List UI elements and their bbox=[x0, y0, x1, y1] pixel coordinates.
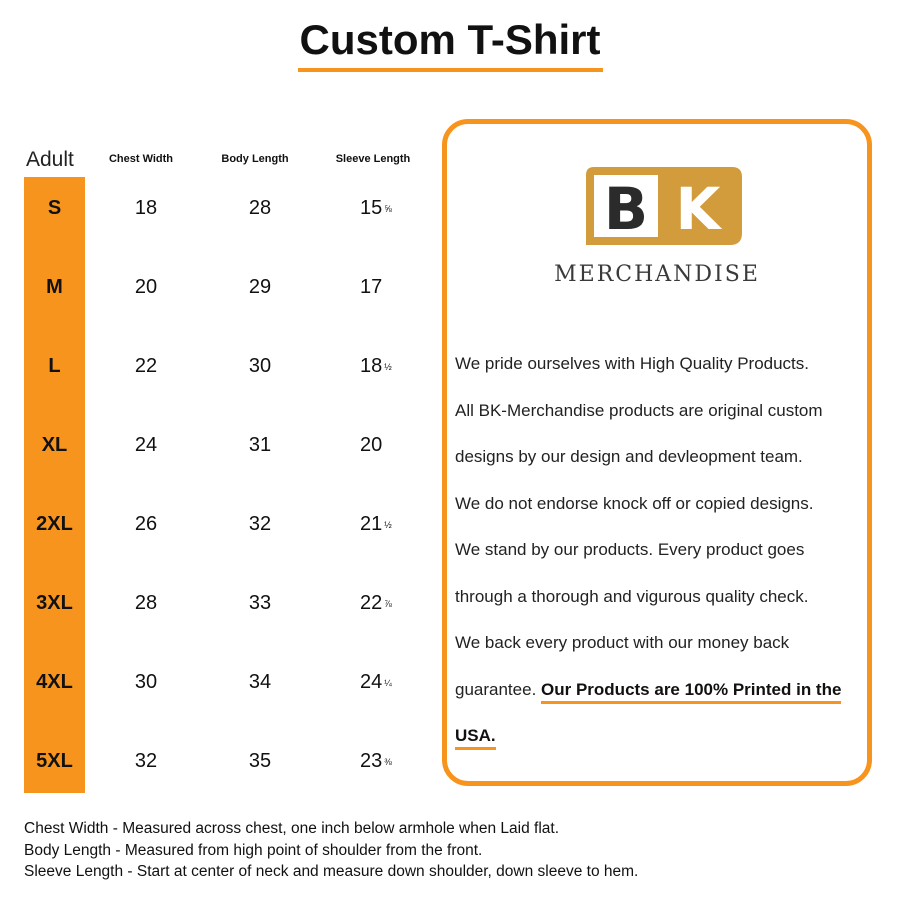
body-length-value: 29 bbox=[248, 276, 272, 298]
size-label: 4XL bbox=[36, 671, 73, 693]
body-length-value: 31 bbox=[248, 434, 272, 456]
body-length-value: 34 bbox=[248, 671, 272, 693]
chest-width-value: 26 bbox=[134, 513, 158, 535]
table-row bbox=[24, 177, 444, 256]
description-line-usa bbox=[455, 713, 875, 760]
table-row bbox=[24, 651, 444, 730]
sleeve-length-value bbox=[360, 177, 420, 239]
size-label: 3XL bbox=[36, 592, 73, 614]
usa-printed-emphasis: Our Products are 100% Printed in the bbox=[541, 680, 841, 704]
sleeve-whole: 18 bbox=[360, 355, 383, 377]
size-label: S bbox=[47, 197, 62, 219]
body-length-value: 28 bbox=[248, 197, 272, 219]
sleeve-fraction: ½ bbox=[384, 361, 392, 372]
sleeve-whole: 17 bbox=[360, 276, 383, 298]
sleeve-fraction: ⅜ bbox=[384, 756, 392, 767]
size-label: XL bbox=[41, 434, 68, 456]
header-body-length: Body Length bbox=[221, 153, 289, 165]
sleeve-whole: 24 bbox=[360, 671, 383, 693]
guarantee-text: guarantee. bbox=[455, 679, 542, 699]
description-line-guarantee bbox=[455, 667, 875, 714]
page-title-wrap bbox=[0, 14, 900, 72]
table-row bbox=[24, 414, 444, 493]
chest-width-value: 32 bbox=[134, 750, 158, 772]
sleeve-whole: 23 bbox=[360, 750, 383, 772]
description-line: We stand by our products. Every product goes bbox=[455, 540, 805, 559]
header-sleeve-length: Sleeve Length bbox=[335, 153, 411, 165]
description-line: We do not endorse knock off or copied designs. bbox=[455, 493, 814, 513]
brand-name: MERCHANDISE bbox=[554, 262, 760, 287]
sleeve-length-value bbox=[360, 414, 420, 476]
size-label: L bbox=[48, 355, 61, 377]
note-sleeve-length: Sleeve Length - Start at center of neck and measure down shoulder, down sleeve to hem. bbox=[24, 863, 639, 880]
sleeve-length-value bbox=[360, 572, 420, 634]
body-length-value: 35 bbox=[248, 750, 272, 772]
usa-emphasis: USA. bbox=[455, 726, 496, 750]
description-line: All BK-Merchandise products are original custom bbox=[455, 400, 823, 420]
chest-width-value: 28 bbox=[134, 592, 158, 614]
chest-width-value: 30 bbox=[134, 671, 158, 693]
sleeve-fraction: ⅝ bbox=[384, 203, 392, 214]
sleeve-whole: 22 bbox=[360, 592, 383, 614]
adult-label: Adult bbox=[26, 148, 74, 171]
size-label: 5XL bbox=[36, 750, 73, 772]
sleeve-whole: 21 bbox=[360, 513, 383, 535]
description-line: We pride ourselves with High Quality Products. bbox=[455, 354, 810, 373]
sleeve-whole: 15 bbox=[360, 197, 383, 219]
description-line: designs by our design and devleopment team. bbox=[455, 447, 803, 466]
table-row bbox=[24, 730, 444, 809]
body-length-value: 32 bbox=[248, 513, 272, 535]
brand-description bbox=[455, 341, 875, 760]
sleeve-fraction: ¼ bbox=[384, 677, 392, 688]
chest-width-value: 20 bbox=[134, 276, 158, 298]
table-row bbox=[24, 256, 444, 335]
size-label: M bbox=[46, 276, 63, 298]
logo-letter-b: B bbox=[603, 175, 649, 243]
sleeve-fraction: ⅞ bbox=[384, 598, 392, 609]
brand-info-box bbox=[442, 119, 872, 786]
sleeve-whole: 20 bbox=[360, 434, 383, 456]
sleeve-length-value bbox=[360, 651, 420, 713]
table-row bbox=[24, 335, 444, 414]
header-chest-width: Chest Width bbox=[108, 153, 174, 165]
sleeve-fraction: ½ bbox=[384, 519, 392, 530]
measurement-notes bbox=[24, 818, 638, 883]
table-row bbox=[24, 493, 444, 572]
body-length-value: 30 bbox=[248, 355, 272, 377]
description-line: through a thorough and vigurous quality check. bbox=[455, 586, 809, 606]
table-row bbox=[24, 572, 444, 651]
sleeve-length-value bbox=[360, 256, 420, 318]
size-label: 2XL bbox=[36, 513, 73, 535]
chest-width-value: 22 bbox=[134, 355, 158, 377]
bk-logo-icon bbox=[584, 165, 744, 247]
note-chest-width: Chest Width - Measured across chest, one inch below armhole when Laid flat. bbox=[24, 820, 560, 837]
sleeve-length-value bbox=[360, 493, 420, 555]
page-title: Custom T-Shirt bbox=[298, 14, 603, 72]
note-body-length: Body Length - Measured from high point of shoulder from the front. bbox=[24, 841, 483, 859]
logo-letter-k: K bbox=[675, 175, 721, 243]
chest-width-value: 24 bbox=[134, 434, 158, 456]
description-line: We back every product with our money back bbox=[455, 633, 790, 652]
chest-width-value: 18 bbox=[134, 197, 158, 219]
sleeve-length-value bbox=[360, 335, 420, 397]
body-length-value: 33 bbox=[248, 592, 272, 614]
sleeve-length-value bbox=[360, 730, 420, 792]
